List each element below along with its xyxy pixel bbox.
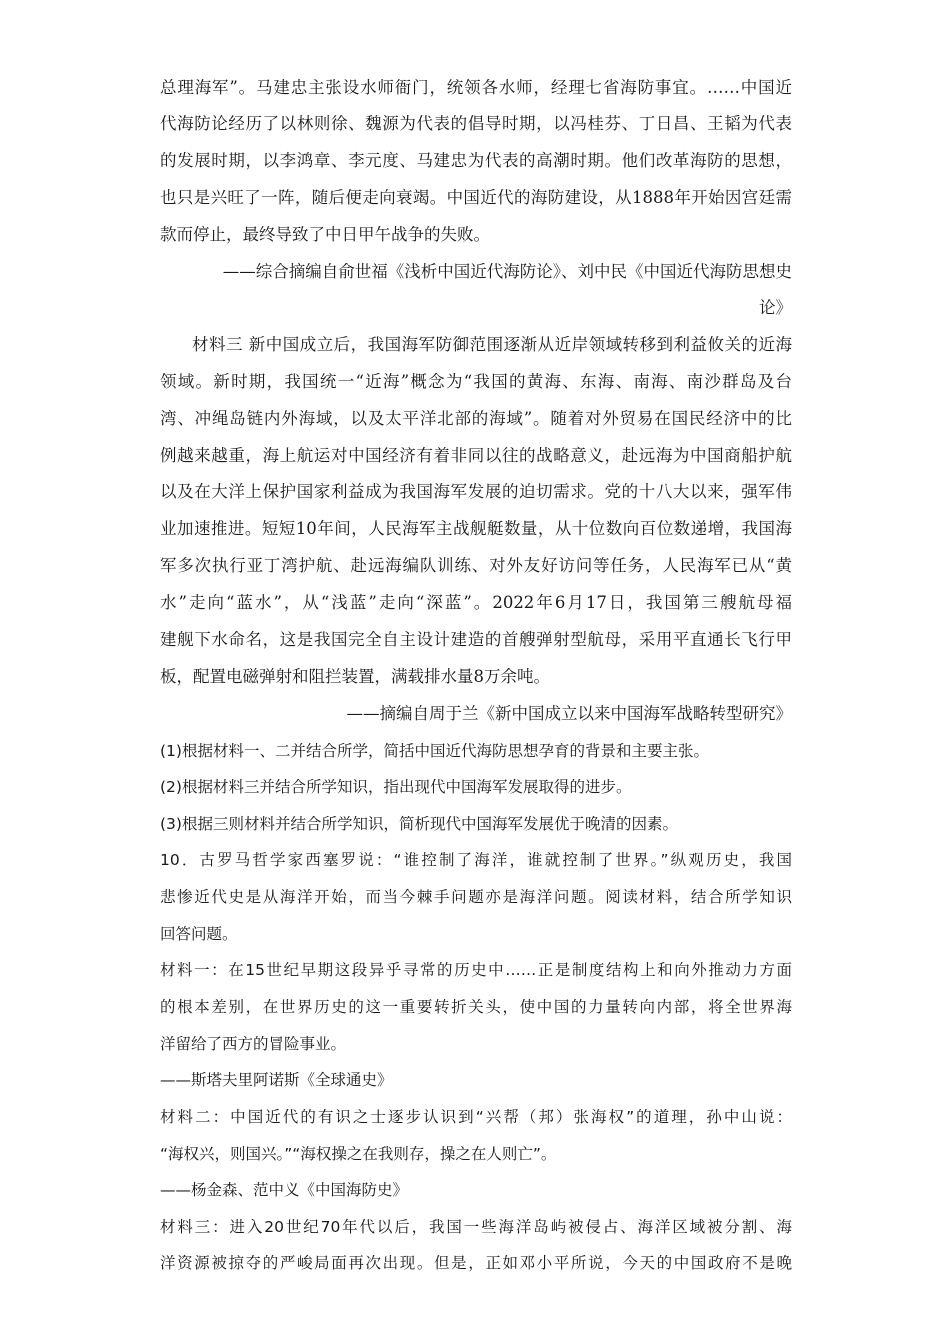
paragraph-line: 材料一：在15世纪早期这段异乎寻常的历史中……正是制度结构上和向外推动力方面 (160, 961, 792, 979)
paragraph-line: 以及在大洋上保护国家利益成为我国海军发展的迫切需求。党的十八大以来，强军伟 (160, 482, 792, 501)
question-item: (2)根据材料三并结合所学知识，指出现代中国海军发展取得的进步。 (160, 778, 632, 796)
source-citation: ——杨金森、范中义《中国海防史》 (160, 1181, 409, 1199)
paragraph-line: 的发展时期，以李鸿章、李元度、马建忠为代表的高潮时期。他们改革海防的思想， (160, 151, 792, 170)
question-heading: 10．古罗马哲学家西塞罗说：“谁控制了海洋，谁就控制了世界。”纵观历史，我国 (160, 851, 792, 869)
paragraph-line: 材料二：中国近代的有识之士逐步认识到“兴帮（邦）张海权”的道理，孙中山说： (160, 1108, 792, 1126)
paragraph-line: 也只是兴旺了一阵，随后便走向衰竭。中国近代的海防建设，从1888年开始因宫廷需 (160, 188, 792, 207)
paragraph-line: 湾、冲绳岛链内外海域，以及太平洋北部的海域”。随着对外贸易在国民经济中的比 (160, 409, 792, 428)
paragraph-line: 板，配置电磁弹射和阻拦装置，满载排水量8万余吨。 (160, 667, 550, 686)
paragraph-line: 的根本差别，在世界历史的这一重要转折关头，使中国的力量转向内部，将全世界海 (160, 998, 792, 1016)
paragraph-line: 材料三：进入20世纪70年代以后，我国一些海洋岛屿被侵占、海洋区域被分割、海 (160, 1218, 792, 1236)
paragraph-line: 领域。新时期，我国统一“近海”概念为“我国的黄海、东海、南海、南沙群岛及台 (160, 372, 792, 391)
paragraph-line: 款而停止，最终导致了中日甲午战争的失败。 (160, 225, 490, 244)
source-citation: ——综合摘编自俞世福《浅析中国近代海防论》、刘中民《中国近代海防思想史 (222, 262, 792, 281)
paragraph-line: 悲惨近代史是从海洋开始，而当今棘手问题亦是海洋问题。阅读材料，结合所学知识 (160, 888, 792, 906)
paragraph-line: 水”走向“蓝水”，从“浅蓝”走向“深蓝”。2022年6月17日，我国第三艘航母福 (160, 593, 792, 612)
paragraph-line: 总理海军”。马建忠主张设水师衙门，统领各水师，经理七省海防事宜。……中国近 (160, 78, 792, 97)
question-item: (1)根据材料一、二并结合所学，简括中国近代海防思想孕育的背景和主要主张。 (160, 742, 709, 760)
paragraph-line: “海权兴，则国兴。”“海权操之在我则存，操之在人则亡”。 (160, 1145, 557, 1163)
paragraph-line: 回答问题。 (160, 925, 238, 943)
paragraph-line: 例越来越重，海上航运对中国经济有着非同以往的战略意义，赴远海为中国商船护航 (160, 446, 792, 465)
question-item: (3)根据三则材料并结合所学知识，简析现代中国海军发展优于晚清的因素。 (160, 815, 678, 833)
paragraph-line: 业加速推进。短短10年间，人民海军主战舰艇数量，从十位数向百位数递增，我国海 (160, 519, 792, 538)
paragraph-line: 代海防论经历了以林则徐、魏源为代表的倡导时期，以冯桂芬、丁日昌、王韬为代表 (160, 114, 792, 133)
paragraph-line: 洋资源被掠夺的严峻局面再次出现。但是，正如邓小平所说，今天的中国政府不是晚 (160, 1254, 792, 1272)
paragraph-line: 洋留给了西方的冒险事业。 (160, 1035, 347, 1053)
source-citation: ——斯塔夫里阿诺斯《全球通史》 (160, 1071, 393, 1089)
paragraph-line: 材料三 新中国成立后，我国海军防御范围逐渐从近岸领域转移到利益攸关的近海 (192, 335, 792, 354)
paragraph-line: 军多次执行亚丁湾护航、赴远海编队训练、对外友好访问等任务，人民海军已从“黄 (160, 556, 792, 575)
source-citation: 论》 (759, 298, 792, 317)
source-citation: ——摘编自周于兰《新中国成立以来中国海军战略转型研究》 (346, 704, 792, 723)
paragraph-line: 建舰下水命名，这是我国完全自主设计建造的首艘弹射型航母，采用平直通长飞行甲 (160, 630, 792, 649)
